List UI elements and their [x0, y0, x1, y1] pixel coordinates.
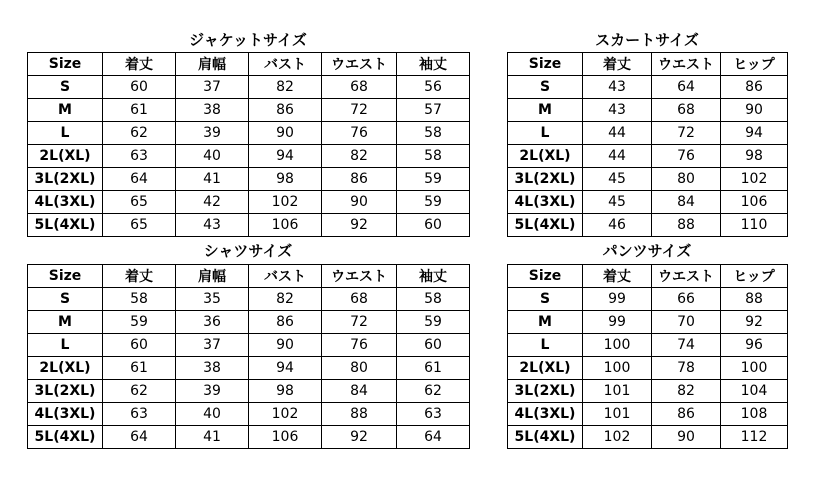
skirt-table-title: スカートサイズ	[595, 31, 699, 49]
measurement-cell: 99	[583, 288, 652, 311]
measurement-cell: 39	[176, 122, 249, 145]
size-label-cell: L	[28, 122, 103, 145]
column-header: ウエスト	[652, 265, 721, 288]
measurement-cell: 94	[721, 122, 788, 145]
pants-size-table	[507, 264, 788, 449]
measurement-cell: 88	[721, 288, 788, 311]
measurement-cell: 38	[176, 357, 249, 380]
table-row	[28, 122, 470, 145]
measurement-cell: 94	[249, 357, 322, 380]
measurement-cell: 84	[322, 380, 397, 403]
skirt-size-table	[507, 52, 788, 237]
size-label-cell: 3L(2XL)	[28, 168, 103, 191]
measurement-cell: 40	[176, 145, 249, 168]
measurement-cell: 35	[176, 288, 249, 311]
measurement-cell: 41	[176, 426, 249, 449]
table-row	[28, 99, 470, 122]
column-header: 着丈	[583, 265, 652, 288]
table-row	[28, 334, 470, 357]
measurement-cell: 76	[652, 145, 721, 168]
measurement-cell: 100	[583, 334, 652, 357]
measurement-cell: 46	[583, 214, 652, 237]
measurement-cell: 82	[249, 288, 322, 311]
measurement-cell: 45	[583, 168, 652, 191]
column-header: 肩幅	[176, 265, 249, 288]
header-row	[28, 265, 470, 288]
measurement-cell: 100	[583, 357, 652, 380]
measurement-cell: 43	[583, 99, 652, 122]
measurement-cell: 82	[322, 145, 397, 168]
measurement-cell: 110	[721, 214, 788, 237]
measurement-cell: 86	[249, 99, 322, 122]
measurement-cell: 65	[103, 191, 176, 214]
size-label-cell: M	[28, 99, 103, 122]
size-label-cell: M	[508, 311, 583, 334]
measurement-cell: 102	[249, 191, 322, 214]
measurement-cell: 68	[322, 288, 397, 311]
measurement-cell: 84	[652, 191, 721, 214]
measurement-cell: 78	[652, 357, 721, 380]
table-row	[28, 145, 470, 168]
column-header: 袖丈	[397, 53, 470, 76]
size-label-cell: 4L(3XL)	[28, 403, 103, 426]
measurement-cell: 96	[721, 334, 788, 357]
measurement-cell: 68	[652, 99, 721, 122]
measurement-cell: 112	[721, 426, 788, 449]
measurement-cell: 86	[249, 311, 322, 334]
measurement-cell: 64	[103, 426, 176, 449]
table-row	[508, 122, 788, 145]
measurement-cell: 106	[721, 191, 788, 214]
measurement-cell: 65	[103, 214, 176, 237]
measurement-cell: 61	[103, 99, 176, 122]
measurement-cell: 61	[103, 357, 176, 380]
column-header: Size	[508, 265, 583, 288]
table-row	[508, 334, 788, 357]
table-row	[28, 76, 470, 99]
measurement-cell: 80	[652, 168, 721, 191]
measurement-cell: 64	[652, 76, 721, 99]
measurement-cell: 98	[249, 168, 322, 191]
measurement-cell: 88	[322, 403, 397, 426]
measurement-cell: 57	[397, 99, 470, 122]
table-row	[28, 426, 470, 449]
table-row	[508, 214, 788, 237]
size-label-cell: 2L(XL)	[28, 145, 103, 168]
size-label-cell: S	[28, 76, 103, 99]
measurement-cell: 63	[397, 403, 470, 426]
table-row	[508, 380, 788, 403]
measurement-cell: 86	[721, 76, 788, 99]
size-label-cell: 5L(4XL)	[508, 426, 583, 449]
size-label-cell: 5L(4XL)	[28, 214, 103, 237]
size-label-cell: 5L(4XL)	[508, 214, 583, 237]
measurement-cell: 59	[397, 191, 470, 214]
column-header: ウエスト	[652, 53, 721, 76]
column-header: バスト	[249, 265, 322, 288]
measurement-cell: 82	[249, 76, 322, 99]
measurement-cell: 100	[721, 357, 788, 380]
measurement-cell: 58	[397, 122, 470, 145]
measurement-cell: 98	[721, 145, 788, 168]
shirt-table-title: シャツサイズ	[203, 242, 293, 260]
table-row	[508, 426, 788, 449]
size-label-cell: 3L(2XL)	[28, 380, 103, 403]
size-label-cell: 4L(3XL)	[508, 403, 583, 426]
table-row	[508, 99, 788, 122]
measurement-cell: 88	[652, 214, 721, 237]
measurement-cell: 102	[721, 168, 788, 191]
size-label-cell: S	[508, 288, 583, 311]
measurement-cell: 43	[176, 214, 249, 237]
measurement-cell: 90	[249, 122, 322, 145]
measurement-cell: 102	[249, 403, 322, 426]
size-label-cell: M	[508, 99, 583, 122]
measurement-cell: 37	[176, 76, 249, 99]
measurement-cell: 62	[103, 380, 176, 403]
measurement-cell: 58	[397, 145, 470, 168]
measurement-cell: 102	[583, 426, 652, 449]
measurement-cell: 86	[322, 168, 397, 191]
measurement-cell: 60	[397, 214, 470, 237]
table-row	[508, 403, 788, 426]
table-row	[28, 380, 470, 403]
measurement-cell: 37	[176, 334, 249, 357]
table-row	[508, 191, 788, 214]
measurement-cell: 43	[583, 76, 652, 99]
measurement-cell: 72	[322, 99, 397, 122]
measurement-cell: 59	[397, 311, 470, 334]
measurement-cell: 82	[652, 380, 721, 403]
column-header: バスト	[249, 53, 322, 76]
column-header: Size	[28, 53, 103, 76]
measurement-cell: 64	[103, 168, 176, 191]
column-header: 着丈	[583, 53, 652, 76]
measurement-cell: 92	[322, 214, 397, 237]
measurement-cell: 90	[322, 191, 397, 214]
header-row	[28, 53, 470, 76]
measurement-cell: 59	[103, 311, 176, 334]
table-row	[28, 311, 470, 334]
header-row	[508, 53, 788, 76]
column-header: 袖丈	[397, 265, 470, 288]
measurement-cell: 63	[103, 145, 176, 168]
measurement-cell: 90	[249, 334, 322, 357]
measurement-cell: 72	[652, 122, 721, 145]
jacket-size-table	[27, 52, 470, 237]
measurement-cell: 60	[103, 334, 176, 357]
column-header: ウエスト	[322, 53, 397, 76]
measurement-cell: 74	[652, 334, 721, 357]
measurement-cell: 60	[397, 334, 470, 357]
measurement-cell: 40	[176, 403, 249, 426]
column-header: 着丈	[103, 53, 176, 76]
measurement-cell: 41	[176, 168, 249, 191]
measurement-cell: 44	[583, 145, 652, 168]
column-header: Size	[28, 265, 103, 288]
measurement-cell: 45	[583, 191, 652, 214]
table-row	[508, 288, 788, 311]
table-row	[508, 357, 788, 380]
table-row	[508, 168, 788, 191]
measurement-cell: 44	[583, 122, 652, 145]
table-row	[28, 214, 470, 237]
header-row	[508, 265, 788, 288]
table-row	[508, 145, 788, 168]
measurement-cell: 63	[103, 403, 176, 426]
measurement-cell: 59	[397, 168, 470, 191]
table-row	[28, 168, 470, 191]
size-label-cell: L	[28, 334, 103, 357]
size-label-cell: 5L(4XL)	[28, 426, 103, 449]
measurement-cell: 94	[249, 145, 322, 168]
size-label-cell: 2L(XL)	[28, 357, 103, 380]
measurement-cell: 106	[249, 214, 322, 237]
measurement-cell: 70	[652, 311, 721, 334]
pants-table-title: パンツサイズ	[602, 242, 692, 260]
measurement-cell: 62	[397, 380, 470, 403]
measurement-cell: 76	[322, 122, 397, 145]
measurement-cell: 101	[583, 380, 652, 403]
measurement-cell: 62	[103, 122, 176, 145]
measurement-cell: 66	[652, 288, 721, 311]
measurement-cell: 99	[583, 311, 652, 334]
measurement-cell: 58	[103, 288, 176, 311]
measurement-cell: 92	[322, 426, 397, 449]
measurement-cell: 80	[322, 357, 397, 380]
measurement-cell: 98	[249, 380, 322, 403]
measurement-cell: 86	[652, 403, 721, 426]
shirt-size-table	[27, 264, 470, 449]
size-label-cell: M	[28, 311, 103, 334]
measurement-cell: 108	[721, 403, 788, 426]
measurement-cell: 68	[322, 76, 397, 99]
measurement-cell: 106	[249, 426, 322, 449]
column-header: ヒップ	[721, 53, 788, 76]
size-label-cell: S	[28, 288, 103, 311]
measurement-cell: 101	[583, 403, 652, 426]
table-row	[28, 403, 470, 426]
size-label-cell: L	[508, 122, 583, 145]
table-row	[508, 311, 788, 334]
measurement-cell: 90	[652, 426, 721, 449]
column-header: ヒップ	[721, 265, 788, 288]
measurement-cell: 64	[397, 426, 470, 449]
measurement-cell: 58	[397, 288, 470, 311]
measurement-cell: 104	[721, 380, 788, 403]
table-row	[508, 76, 788, 99]
measurement-cell: 90	[721, 99, 788, 122]
column-header: ウエスト	[322, 265, 397, 288]
measurement-cell: 39	[176, 380, 249, 403]
jacket-table-title: ジャケットサイズ	[189, 31, 307, 49]
measurement-cell: 92	[721, 311, 788, 334]
size-label-cell: 4L(3XL)	[28, 191, 103, 214]
size-label-cell: S	[508, 76, 583, 99]
column-header: 肩幅	[176, 53, 249, 76]
size-label-cell: 2L(XL)	[508, 357, 583, 380]
table-row	[28, 191, 470, 214]
column-header: 着丈	[103, 265, 176, 288]
size-label-cell: 4L(3XL)	[508, 191, 583, 214]
measurement-cell: 76	[322, 334, 397, 357]
size-label-cell: L	[508, 334, 583, 357]
measurement-cell: 61	[397, 357, 470, 380]
measurement-cell: 72	[322, 311, 397, 334]
measurement-cell: 56	[397, 76, 470, 99]
table-row	[28, 357, 470, 380]
size-label-cell: 3L(2XL)	[508, 168, 583, 191]
measurement-cell: 60	[103, 76, 176, 99]
measurement-cell: 38	[176, 99, 249, 122]
table-row	[28, 288, 470, 311]
measurement-cell: 36	[176, 311, 249, 334]
column-header: Size	[508, 53, 583, 76]
size-label-cell: 2L(XL)	[508, 145, 583, 168]
measurement-cell: 42	[176, 191, 249, 214]
size-label-cell: 3L(2XL)	[508, 380, 583, 403]
